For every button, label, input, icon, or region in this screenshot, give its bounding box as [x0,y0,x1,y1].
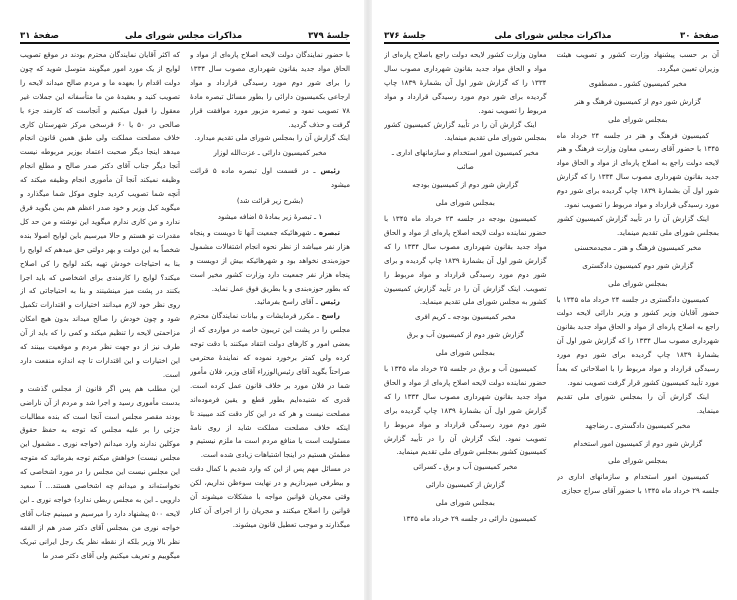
section-title: بمجلس شورای ملی [435,198,495,208]
section-title: گزارش شور دوم از کمیسیون فرهنگ و هنر [574,96,701,106]
body-paragraph: با حضور نمایندگان دولت لایحه اصلاح پاره‌ای از مواد و الحاق مواد جدید بقانون شهرداری مصوب سال ۱۳۳۴ را برای شور دوم مورد رسیدگی قرارداد و مواد ارجاعی بکمیسیون دارائی را بطور مسائل تبصره مادهٔ ۷۸ تصویب نمود و تبصره مزبور مورد موافقت قرار گرفت و حذف گردید. [190,50,350,129]
speaker-text: ـ در قسمت اول تبصره ماده ۵ قرائت میشود [190,166,350,190]
body-paragraph: آن بر حسب پیشنهاد وزارت کشور و تصویب هیئت وزیران تعیین میگردد. [556,50,719,73]
text-column-left [384,48,547,570]
section-title: گزارش از کمیسیون دارائی [425,480,505,490]
section-title: بمجلس شورای ملی [435,348,495,358]
right-page [372,0,737,600]
body-paragraph: کمیسیون بودجه در جلسه ۲۳ خرداد ماه ۱۳۴۵ با حضور نماینده دولت لایحه اصلاح پاره‌ای از مواد و الحاق مواد جدید بقانون شهرداری مصوب سال ۱۳۳۴ را که گزارش شور اول آن بشمارهٔ ۱۸۳۹ چاپ گردیده و برای شور دوم مورد رسیدگی قرارداد و مواد مربوط را تصویب. اینک گزارش آن را در تأیید گزارش کمیسیون کشور به مجلس شورای ملی تقدیم مینماید. [384,213,547,307]
session-number: جلسهٔ ۳۷۶ [384,31,426,41]
section-title: گزارش شور دوم از کمیسیون امور استخدام [573,438,703,448]
book-gutter [364,0,372,600]
speaker-paragraph [190,295,350,309]
running-title: مذاکرات مجلس شورای ملی [124,31,243,41]
section-title: بمجلس شورای ملی [608,278,668,288]
centered-note: (بشرح زیر قرائت شد) [236,196,304,206]
section-title: گزارش شور دوم از کمیسیون بودجه [412,180,519,190]
speaker-name: تبصره [315,227,340,237]
rapporteur-signature: مخبر کمیسیون امور استخدام و سازمانهای اداری ـ صائب [391,148,539,172]
session-number: جلسهٔ ۳۷۹ [308,31,350,41]
section-title: بمجلس شورای ملی [435,498,495,508]
body-paragraph: کمیسیون آب و برق در جلسه ۲۵ خرداد ماه ۱۳۴۵ با حضور نماینده دولت لایحه اصلاح پاره‌ای از مواد و الحاق مواد جدید بقانون شهرداری مصوب سال ۱۳۳۴ را که گزارش شور اول آن بشمارهٔ ۱۸۳۹ چاپ گردیده برای شور دوم مورد رسیدگی قرارداد و مواد مربوط را تصویب نمود. اینک گزارش آن را در تأیید گزارش کمیسیون کشور بمجلس شورای ملی تقدیم مینماید. [384,364,547,457]
header-rule [384,42,719,44]
speaker-paragraph [190,164,350,192]
text-column-right [190,48,350,570]
speaker-name: راسخ [318,311,340,321]
right-page-header [384,27,719,41]
text-column-right [557,48,720,570]
left-page-header [20,27,350,41]
body-paragraph: اینک گزارش آن را در تأیید گزارش کمیسیون کشور بمجلس شورای ملی تقدیم مینماید. [384,119,547,143]
body-paragraph: که اکثر آقایان نمایندگان محترم بودند در موقع تصویب لوایح از یک مورد امور میگویند متوسل شوید که چون دولت اقدام را بعهده ما و مردم صالح میداند لایحه را تصویب کنید و بعقیدهٔ من ما متأسفانه این جملات غیر معقول را قبول میکنیم و آنجاست که کارمند جزء با صالحی در ۵۰ یا ۶۰ فرسخی مرکز شهرستان کاری خلاف مصلحت مملکت ولی طبق همین قانون انجام میدهد اینجا دیگر صحبت اعتماد بوزیر مربوطه نیست آنجا دیگر جناب آقای دکتر صدر صالح و مطلع انجام وظیفه نمیکند آنجا آن مأموری انجام وظیفه میکند که آنچه شما تصویب کردید جلوی موکل شما میگذارد و میگوید کیل وزیر و خود صدر اعظم هم بمن بگوید فرق ندارد و من کاری ندارم میگوید این نوشته و من حد کل مقدرات تو هستم و حالا میرسیم باین لوایح اصولا بنده شخصاً به این دولت و بهر دولتی حق میدهم که لوایح را بنا به احتیاجات خودش تهیه بکند لوایح را کی اصلاح میکند؟ لوایح را کارمندی برای اشخاصی که باید اجرا بکنند در پشت میز مینشینند و بنا به احتیاجاتی که از روی نظر خود لازم میدانند اختیارات و اقتدارات تکمیل شود و چون خودش را صالح میداند بدون هیچ امکان مزاحمتی لایحه را تنظیم میکند و کمی را که باید از آن طرف نیز از دو جهت نظر مردم و موقعیت ببینند که این اختیارات و این اقتدارات تا چه اندازه منفعت دارد است. [20,50,180,379]
body-paragraph: کمیسیون دارائی در جلسه ۲۹ خرداد ماه ۱۳۴۵ [402,514,537,524]
left-page-columns [20,48,350,570]
rapporteur-signature: مخبر کمیسیون دارائی ـ عزت‌الله لوزار [213,148,327,158]
body-paragraph: کمیسیون دادگستری در جلسه ۲۴ خرداد ماه ۱۳۴۵ با حضور آقایان وزیر کشور و وزیر دارائی لایحه دولت راجع به اصلاح پاره‌ای از مواد و الحاق مواد جدید بقانون شهرداری مصوب سال ۱۳۳۴ را که گزارش شور اول آن بشمارهٔ ۱۸۳۹ چاپ گردیده برای شور دوم مورد رسیدگی قرارداد و مواد مربوط را با اصلاحاتی که بعداً مورد تأیید کمیسیون کشور قرار گرفت تصویب نمود. [556,294,719,387]
body-paragraph: در مسائل مهم پس از این که وارد شدیم با کمال دقت و بیطرفی میپردازیم و در نهایت سوء‌ظن نداریم، لکن وقتی مجریان قوانین مواجه با مشکلات میشوند آن قوانین را اصلاح میکنند و مجریان را از اجرای آن کنار میگذارند و موجب تعطیل قانون میشوند. [190,464,350,529]
rapporteur-signature: مخبر کمیسیون بودجه ـ کریم افری [414,312,516,322]
section-title: گزارش شور دوم کمیسیون دادگستری [582,260,694,270]
rapporteur-signature: مخبر کمیسیون فرهنگ و هنر ـ مجیدمحسنی [574,242,702,252]
speaker-text: ـ آقای راسخ بفرمائید. [254,297,318,307]
rapporteur-signature: مخبر کمیسیون دادگستری ـ رضاجهد [585,420,691,430]
page-number: صفحهٔ ۳۱ [20,31,59,41]
section-title: گزارش شور دوم از کمیسیون آب و برق [406,330,524,340]
speaker-paragraph [190,309,350,462]
text-column-left [20,48,180,570]
speaker-name: رئیس [315,166,341,176]
speaker-text: ـ مکرر فرمایشات و بیانات نمایندگان محترم مجلس را در پشت این تریبون خاصه در مواردی که از بعضی امور و کارهای دولت انتقاد میکنند با دقت توجه کرده ولی کمتر برخورد نموده که نمایندهٔ محترمی صراحتاً بگوید آقای رئیس‌الوزراء آقای وزیر، فلان مأمور شما در فلان مورد بر خلاف قانون عمل کرده است. قدری که شنیده‌ایم بطور قطع و یقین فرموده‌اند مصلحت نیست و هر که در این کار دقت کند میبیند تا اینکه خلاف مصلحت مملکت شاید از روی نامهٔ مسئولیت است یا منافع مردم است ما ملزم نیستیم و مطمئن هستیم در اینجا اشتباهات زیادی شده است. [190,311,350,460]
body-paragraph: اینک گزارش آن را در تأیید گزارش کمیسیون کشور بمجلس شورای ملی تقدیم مینماید. [556,213,719,237]
page-number: صفحهٔ ۳۰ [680,31,719,41]
body-paragraph: اینک گزارش آن را بمجلس شورای ملی تقدیم میدارد. [194,133,350,143]
body-paragraph: کمیسیون فرهنگ و هنر در جلسه ۲۴ خرداد ماه ۱۳۴۵ با حضور آقای رسمی معاون وزارت فرهنگ و هنر لایحه دولت راجع به اصلاح پاره‌ای از مواد و الحاق مواد جدید بقانون شهرداری مصوب سال ۱۳۳۴ را که گزارش شور اول آن بشمارهٔ ۱۸۳۹ چاپ گردیده برای شور دوم مورد رسیدگی قرارداد و مواد مربوط را تصویب نمود. [556,130,719,210]
section-title: بمجلس شورای ملی [608,456,668,466]
centered-note: ۱ ـ تبصرهٔ زیر بمادهٔ ۵ اضافه میشود [217,211,323,221]
body-paragraph: معاون وزارت کشور لایحه دولت راجع باصلاح پاره‌ای از مواد و الحاق مواد جدید بقانون شهرداری مصوب سال ۱۳۳۴ را که گزارش شور اول آن بشمارهٔ ۱۸۳۹ چاپ گردیده برای شور دوم مورد رسیدگی قرارداد و مواد مربوط را تصویب نمود. [384,50,547,115]
running-title: مذاکرات مجلس شورای ملی [494,31,612,41]
rapporteur-signature: مخبر کمیسیون آب و برق ـ کسرائی [413,462,518,472]
speaker-name: رئیس [317,297,340,307]
body-paragraph: کمیسیون امور استخدام و سازمانهای اداری در جلسه ۲۹ خرداد ماه ۱۳۴۵ با حضور آقای سراج حجازی [556,472,719,496]
rapporteur-signature: مخبر کمیسیون کشور ـ مصطفوی [588,78,687,88]
header-rule [20,42,350,44]
speaker-paragraph [190,226,350,296]
body-paragraph: این مطلب هم پس اگر قانون از مجلس گذشت و بدست مأموری رسید و اجرا شد و مردم از آن ناراضی بودند مقصر مجلس است آنجا است که بنده مطالبات جزئی را بر علیه مجلس که توجه به حفظ حقوق موکلین ندارند وارد میدانم (خواجه نوری ـ مشمول این مجلس نیست) خواهش میکنم توجه بفرمائید که متوجه این مجلس نیست این مجلس را در مورد اشخاصی که نخواسته‌اند و میدانم چه اشخاصی هستند... آ سعید دارویی ـ این به مجلس ربطی ندارد) خواجه نوری ـ این لایحه ۵۰۰ پیشنهاد دارد را میرسیم و میبینیم جناب آقای خواجه نوری من بمجلس آقای دکتر صدر هم از الفقه نظر بالا وزیر بلکه از نقطه نظر یک رجل ایرانی تبریک میگوییم و تعریف میکنیم ولی آقای دکتر صدر ما [20,383,180,560]
body-paragraph: اینک گزارش آن را بمجلس شورای ملی تقدیم مینماید. [556,391,719,415]
right-page-columns [384,48,719,570]
speaker-text: ـ شهرهائیکه جمعیت آنها تا دویست و پنجاه هزار نفر میباشد از نظر نحوه انجام اشتغالات مشمول حوزه‌بندی نخواهد بود و شهرهائیکه بیش از دویست و پنجاه هزار نفر جمعیت دارد وزارت کشور مخیر است که بطور حوزه‌بندی و یا بطریق فوق عمل نماید. [190,227,350,293]
section-title: بمجلس شورای ملی [608,114,668,124]
left-page [0,0,364,600]
